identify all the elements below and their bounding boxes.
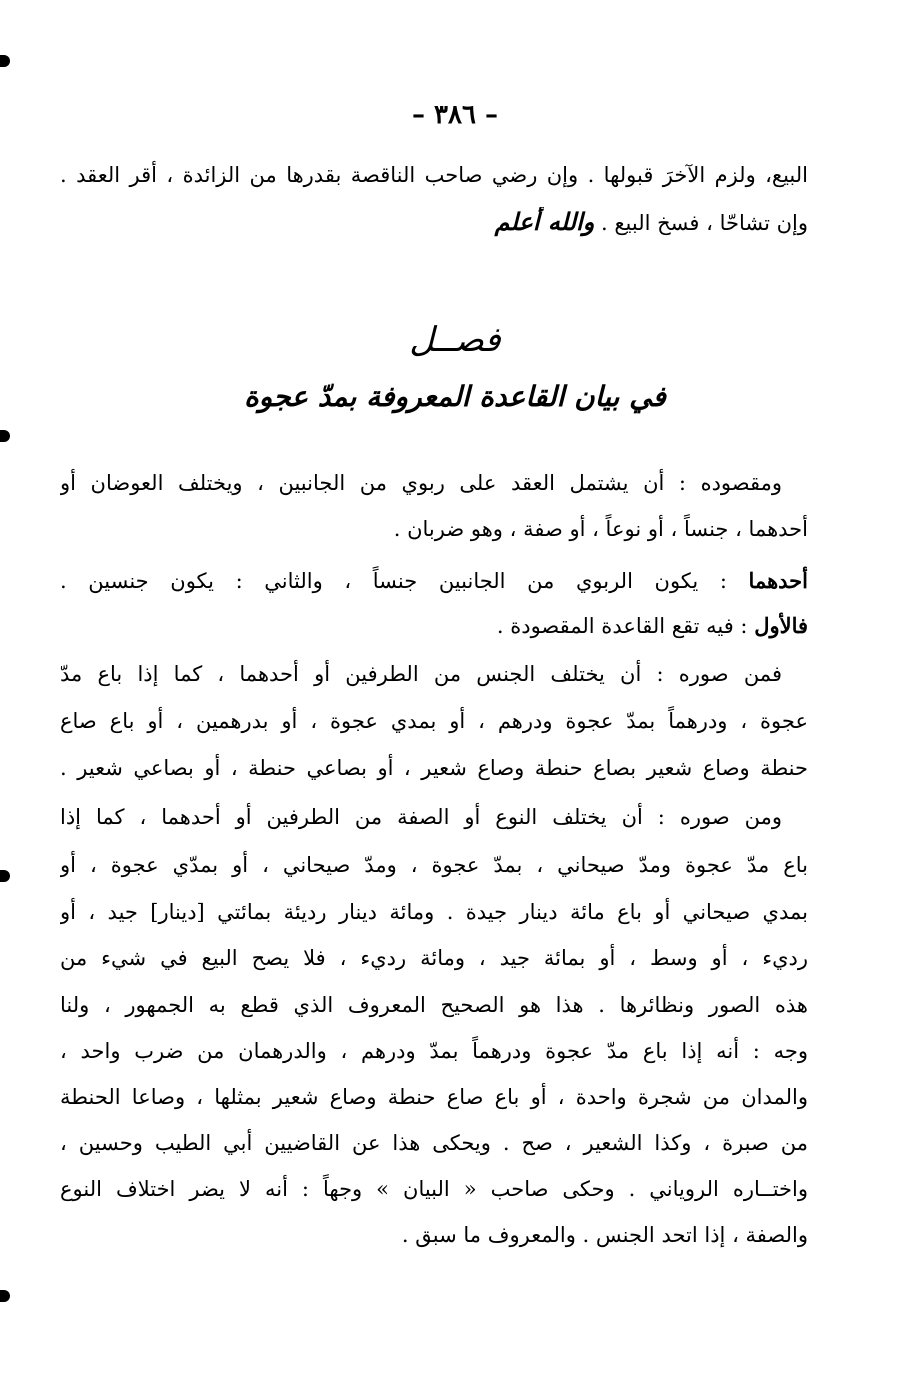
text-line-part: وإن تشاحّا ، فسخ البيع . xyxy=(601,211,808,235)
margin-mark xyxy=(0,430,10,442)
margin-mark xyxy=(0,55,10,67)
lead-word: أحدهما xyxy=(748,568,808,593)
text-line: واختــاره الروياني . وحكى صاحب « البيان » وجهاً : أنه لا يضر اختلاف النوع xyxy=(60,1177,808,1201)
text-line xyxy=(60,207,808,238)
lead-word: فالأول xyxy=(754,613,808,638)
text-line: من صبرة ، وكذا الشعير ، صح . ويحكى هذا عن القاضيين أبي الطيب وحسين ، xyxy=(60,1131,808,1155)
section-heading: فصــل xyxy=(409,320,501,360)
page-number: – ٣٨٦ – xyxy=(411,100,499,130)
margin-mark xyxy=(0,1290,10,1302)
text-line: ومقصوده : أن يشتمل العقد على ربوي من الجانبين ، ويختلف العوضان أو xyxy=(60,471,782,495)
text-line: ومن صوره : أن يختلف النوع أو الصفة من الطرفين أو أحدهما ، كما إذا xyxy=(60,805,782,829)
section-title: في بيان القاعدة المعروفة بمدّ عجوة xyxy=(244,380,666,413)
text-line: باع مدّ عجوة ومدّ صيحاني ، بمدّ عجوة ، ومدّ صيحاني ، أو بمدّي عجوة ، أو xyxy=(60,853,808,877)
text-line: أحدهما ، جنساً ، أو نوعاً ، أو صفة ، وهو ضربان . xyxy=(393,517,808,541)
text-line: عجوة ، ودرهماً بمدّ عجوة ودرهم ، أو بمدي عجوة ، أو بدرهمين ، أو باع صاع xyxy=(60,709,808,733)
text-line xyxy=(60,611,808,641)
margin-mark xyxy=(0,870,10,882)
closing-phrase: والله أعلم xyxy=(494,207,595,236)
text-line: هذه الصور ونظائرها . هذا هو الصحيح المعروف الذي قطع به الجمهور ، ولنا xyxy=(60,993,808,1017)
text-line: وجه : أنه إذا باع مدّ عجوة ودرهماً بمدّ ودرهم ، والدرهمان من ضرب واحد ، xyxy=(60,1039,808,1063)
text-line: رديء ، أو وسط ، أو بمائة جيد ، ومائة رديء ، فلا يصح البيع في شيء من xyxy=(60,946,808,970)
text-line: والصفة ، إذا اتحد الجنس . والمعروف ما سبق . xyxy=(401,1223,808,1247)
text-line xyxy=(60,566,808,596)
text-line-part: : فيه تقع القاعدة المقصودة . xyxy=(496,614,755,638)
text-line: حنطة وصاع شعير بصاع حنطة وصاع شعير ، أو بصاعي حنطة ، أو بصاعي شعير . xyxy=(60,756,808,780)
text-line: البيع، ولزم الآخرَ قبولها . وإن رضي صاحب الناقصة بقدرها من الزائدة ، أقر العقد . xyxy=(60,163,808,187)
text-line: فمن صوره : أن يختلف الجنس من الطرفين أو أحدهما ، كما إذا باع مدّ xyxy=(60,662,782,686)
text-line-part: : يكون الربوي من الجانبين جنساً ، والثاني : يكون جنسين . xyxy=(60,569,749,593)
text-line: بمدي صيحاني أو باع مائة دينار جيدة . ومائة دينار رديئة بمائتي [دينار] جيد ، أو xyxy=(60,900,808,924)
text-line: والمدان من شجرة واحدة ، أو باع صاع حنطة وصاع شعير بمثلها ، وصاعا الحنطة xyxy=(60,1085,808,1109)
